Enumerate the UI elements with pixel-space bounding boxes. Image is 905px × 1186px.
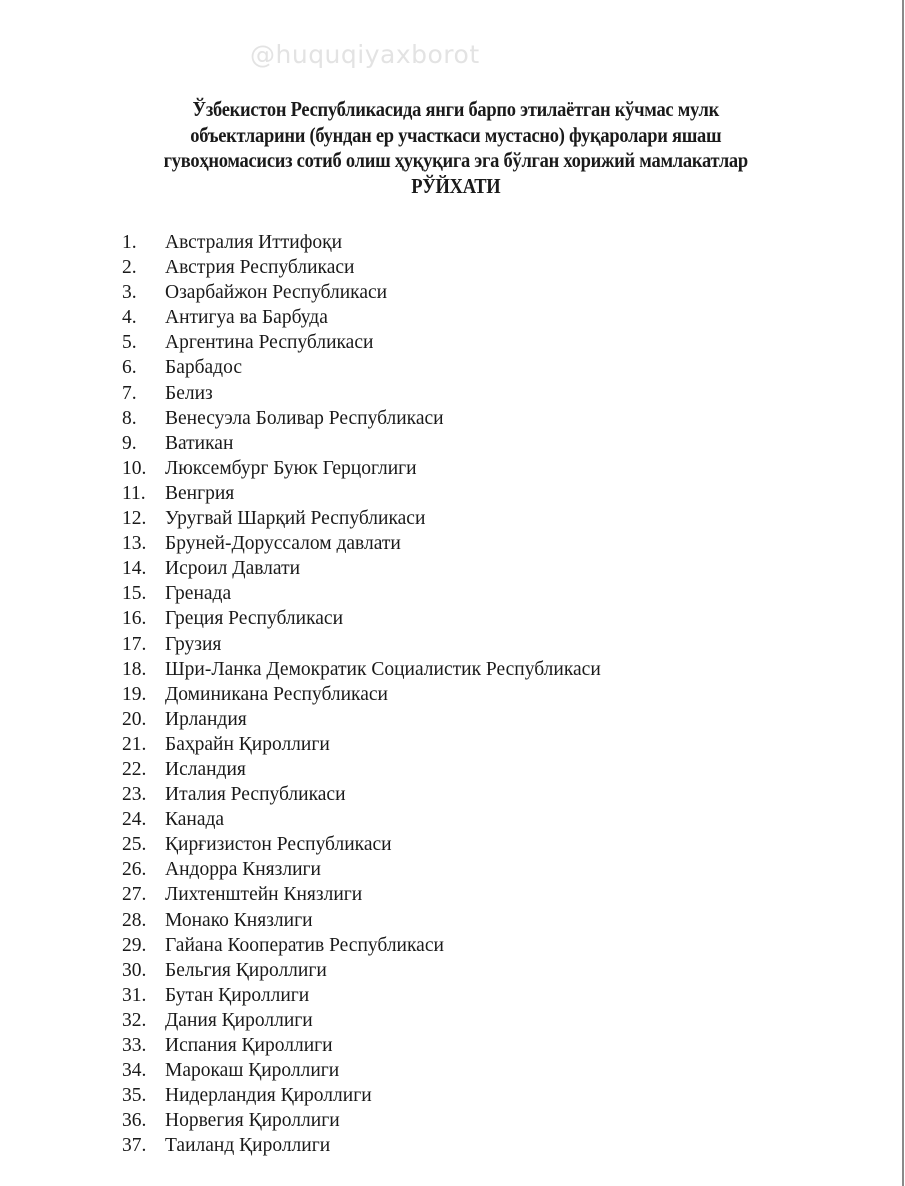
country-name: Марокаш Қироллиги [165, 1060, 340, 1082]
country-list-item [122, 506, 601, 531]
item-number: 25. [122, 834, 147, 856]
title-line: гувоҳномасисиз сотиб олиш ҳуқуқига эга бўлган хорижий мамлакатлар [163, 148, 748, 172]
country-list-item [122, 882, 601, 907]
item-number: 29. [122, 934, 147, 956]
country-list-item [122, 657, 601, 682]
item-number: 16. [122, 608, 147, 630]
country-list-item [122, 857, 601, 882]
country-name: Норвегия Қироллиги [165, 1110, 340, 1132]
country-name: Испания Қироллиги [165, 1035, 333, 1056]
item-number: 7. [122, 382, 137, 404]
country-name: Андорра Князлиги [165, 859, 321, 881]
item-number: 32. [122, 1009, 147, 1031]
watermark: @huquqiyaxborot [250, 40, 480, 69]
country-list-item [122, 1008, 601, 1033]
country-list-item [122, 682, 601, 707]
item-number: 8. [122, 407, 137, 429]
country-list-item [122, 1083, 601, 1108]
item-number: 28. [122, 909, 147, 931]
item-number: 1. [122, 232, 137, 253]
item-number: 14. [122, 558, 147, 580]
item-number: 3. [122, 282, 137, 304]
item-number: 9. [122, 432, 137, 454]
item-number: 5. [122, 332, 137, 354]
title-line: объектларини (бундан ер участкаси мустасно) фуқаролари яшаш [190, 122, 722, 147]
country-list-item [122, 381, 601, 406]
country-list-item [122, 732, 601, 757]
country-list-item [122, 406, 601, 431]
country-list-item [122, 606, 601, 631]
country-name: Монако Князлиги [165, 909, 313, 931]
country-list-item [122, 456, 601, 481]
item-number: 2. [122, 257, 137, 279]
country-name: Шри-Ланка Демократик Социалистик Республикаси [165, 658, 601, 680]
country-list-item [122, 757, 601, 782]
country-list-item [122, 1033, 601, 1058]
country-name: Австралия Иттифоқи [165, 232, 343, 253]
title-line: Ўзбекистон Республикасида янги барпо этилаётган кўчмас мулк [192, 97, 720, 121]
country-name: Италия Республикаси [165, 784, 346, 806]
country-list-item [122, 581, 601, 606]
item-number: 24. [122, 809, 147, 831]
country-name: Нидерландия Қироллиги [165, 1085, 372, 1107]
country-name: Бельгия Қироллиги [165, 959, 327, 981]
item-number: 31. [122, 984, 147, 1006]
country-name: Грузия [165, 633, 222, 655]
country-list-item [122, 280, 601, 305]
item-number: 11. [122, 482, 146, 504]
item-number: 10. [122, 457, 147, 479]
country-name: Австрия Республикаси [165, 257, 355, 279]
country-list-item [122, 908, 601, 933]
country-list-item [122, 330, 601, 355]
item-number: 17. [122, 633, 147, 655]
country-list-item [122, 632, 601, 657]
country-list-item [122, 782, 601, 807]
item-number: 35. [122, 1085, 147, 1107]
item-number: 19. [122, 683, 147, 705]
country-list-item [122, 958, 601, 983]
item-number: 22. [122, 758, 147, 780]
item-number: 4. [122, 307, 137, 329]
item-number: 37. [122, 1135, 147, 1157]
item-number: 13. [122, 533, 147, 555]
country-name: Исландия [165, 758, 246, 780]
country-name: Ватикан [165, 432, 234, 454]
country-list-item [122, 1108, 601, 1133]
country-name: Бруней-Доруссалом давлати [165, 533, 401, 555]
country-list-item [122, 933, 601, 958]
country-name: Канада [165, 809, 225, 831]
country-name: Уругвай Шарқий Республикаси [165, 508, 426, 530]
country-list-item [122, 556, 601, 581]
country-list-item [122, 983, 601, 1008]
country-name: Греция Республикаси [165, 608, 344, 630]
item-number: 30. [122, 959, 147, 981]
item-number: 21. [122, 733, 147, 755]
country-name: Антигуа ва Барбуда [165, 307, 328, 329]
country-list-item [122, 481, 601, 506]
item-number: 15. [122, 583, 147, 605]
country-name: Белиз [165, 382, 213, 404]
document-title [58, 97, 854, 199]
page-edge-border [902, 0, 904, 1186]
country-list-item [122, 1133, 601, 1158]
country-list-item [122, 832, 601, 857]
country-list-item [122, 807, 601, 832]
country-name: Лихтенштейн Князлиги [165, 884, 363, 906]
country-list [122, 230, 601, 1158]
country-name: Барбадос [165, 357, 242, 379]
country-name: Баҳрайн Қироллиги [165, 733, 330, 755]
country-name: Венесуэла Боливар Республикаси [165, 407, 444, 429]
country-list-item [122, 305, 601, 330]
country-list-item [122, 707, 601, 732]
item-number: 6. [122, 357, 137, 379]
country-name: Гренада [165, 583, 232, 605]
country-name: Гайана Кооператив Республикаси [165, 934, 444, 956]
country-list-item [122, 431, 601, 456]
item-number: 12. [122, 508, 147, 530]
country-name: Венгрия [165, 482, 235, 504]
country-name: Таиланд Қироллиги [165, 1135, 331, 1157]
country-list-item [122, 1058, 601, 1083]
country-name: Ирландия [165, 708, 247, 730]
country-name: Аргентина Республикаси [165, 332, 374, 354]
item-number: 18. [122, 658, 147, 680]
country-name: Бутан Қироллиги [165, 984, 310, 1006]
item-number: 34. [122, 1060, 147, 1082]
country-name: Қирғизистон Республикаси [165, 834, 392, 856]
item-number: 27. [122, 884, 147, 906]
country-name: Озарбайжон Республикаси [165, 282, 388, 304]
country-list-item [122, 531, 601, 556]
country-name: Дания Қироллиги [165, 1009, 313, 1031]
item-number: 33. [122, 1035, 147, 1056]
item-number: 36. [122, 1110, 147, 1132]
title-heading-list: РЎЙХАТИ [411, 173, 501, 198]
item-number: 26. [122, 859, 147, 881]
country-list-item [122, 355, 601, 380]
item-number: 20. [122, 708, 147, 730]
country-name: Люксембург Буюк Герцоглиги [165, 457, 417, 479]
country-name: Доминикана Республикаси [165, 683, 388, 705]
country-name: Исроил Давлати [165, 558, 301, 580]
item-number: 23. [122, 784, 147, 806]
country-list-item [122, 230, 601, 255]
country-list-item [122, 255, 601, 280]
